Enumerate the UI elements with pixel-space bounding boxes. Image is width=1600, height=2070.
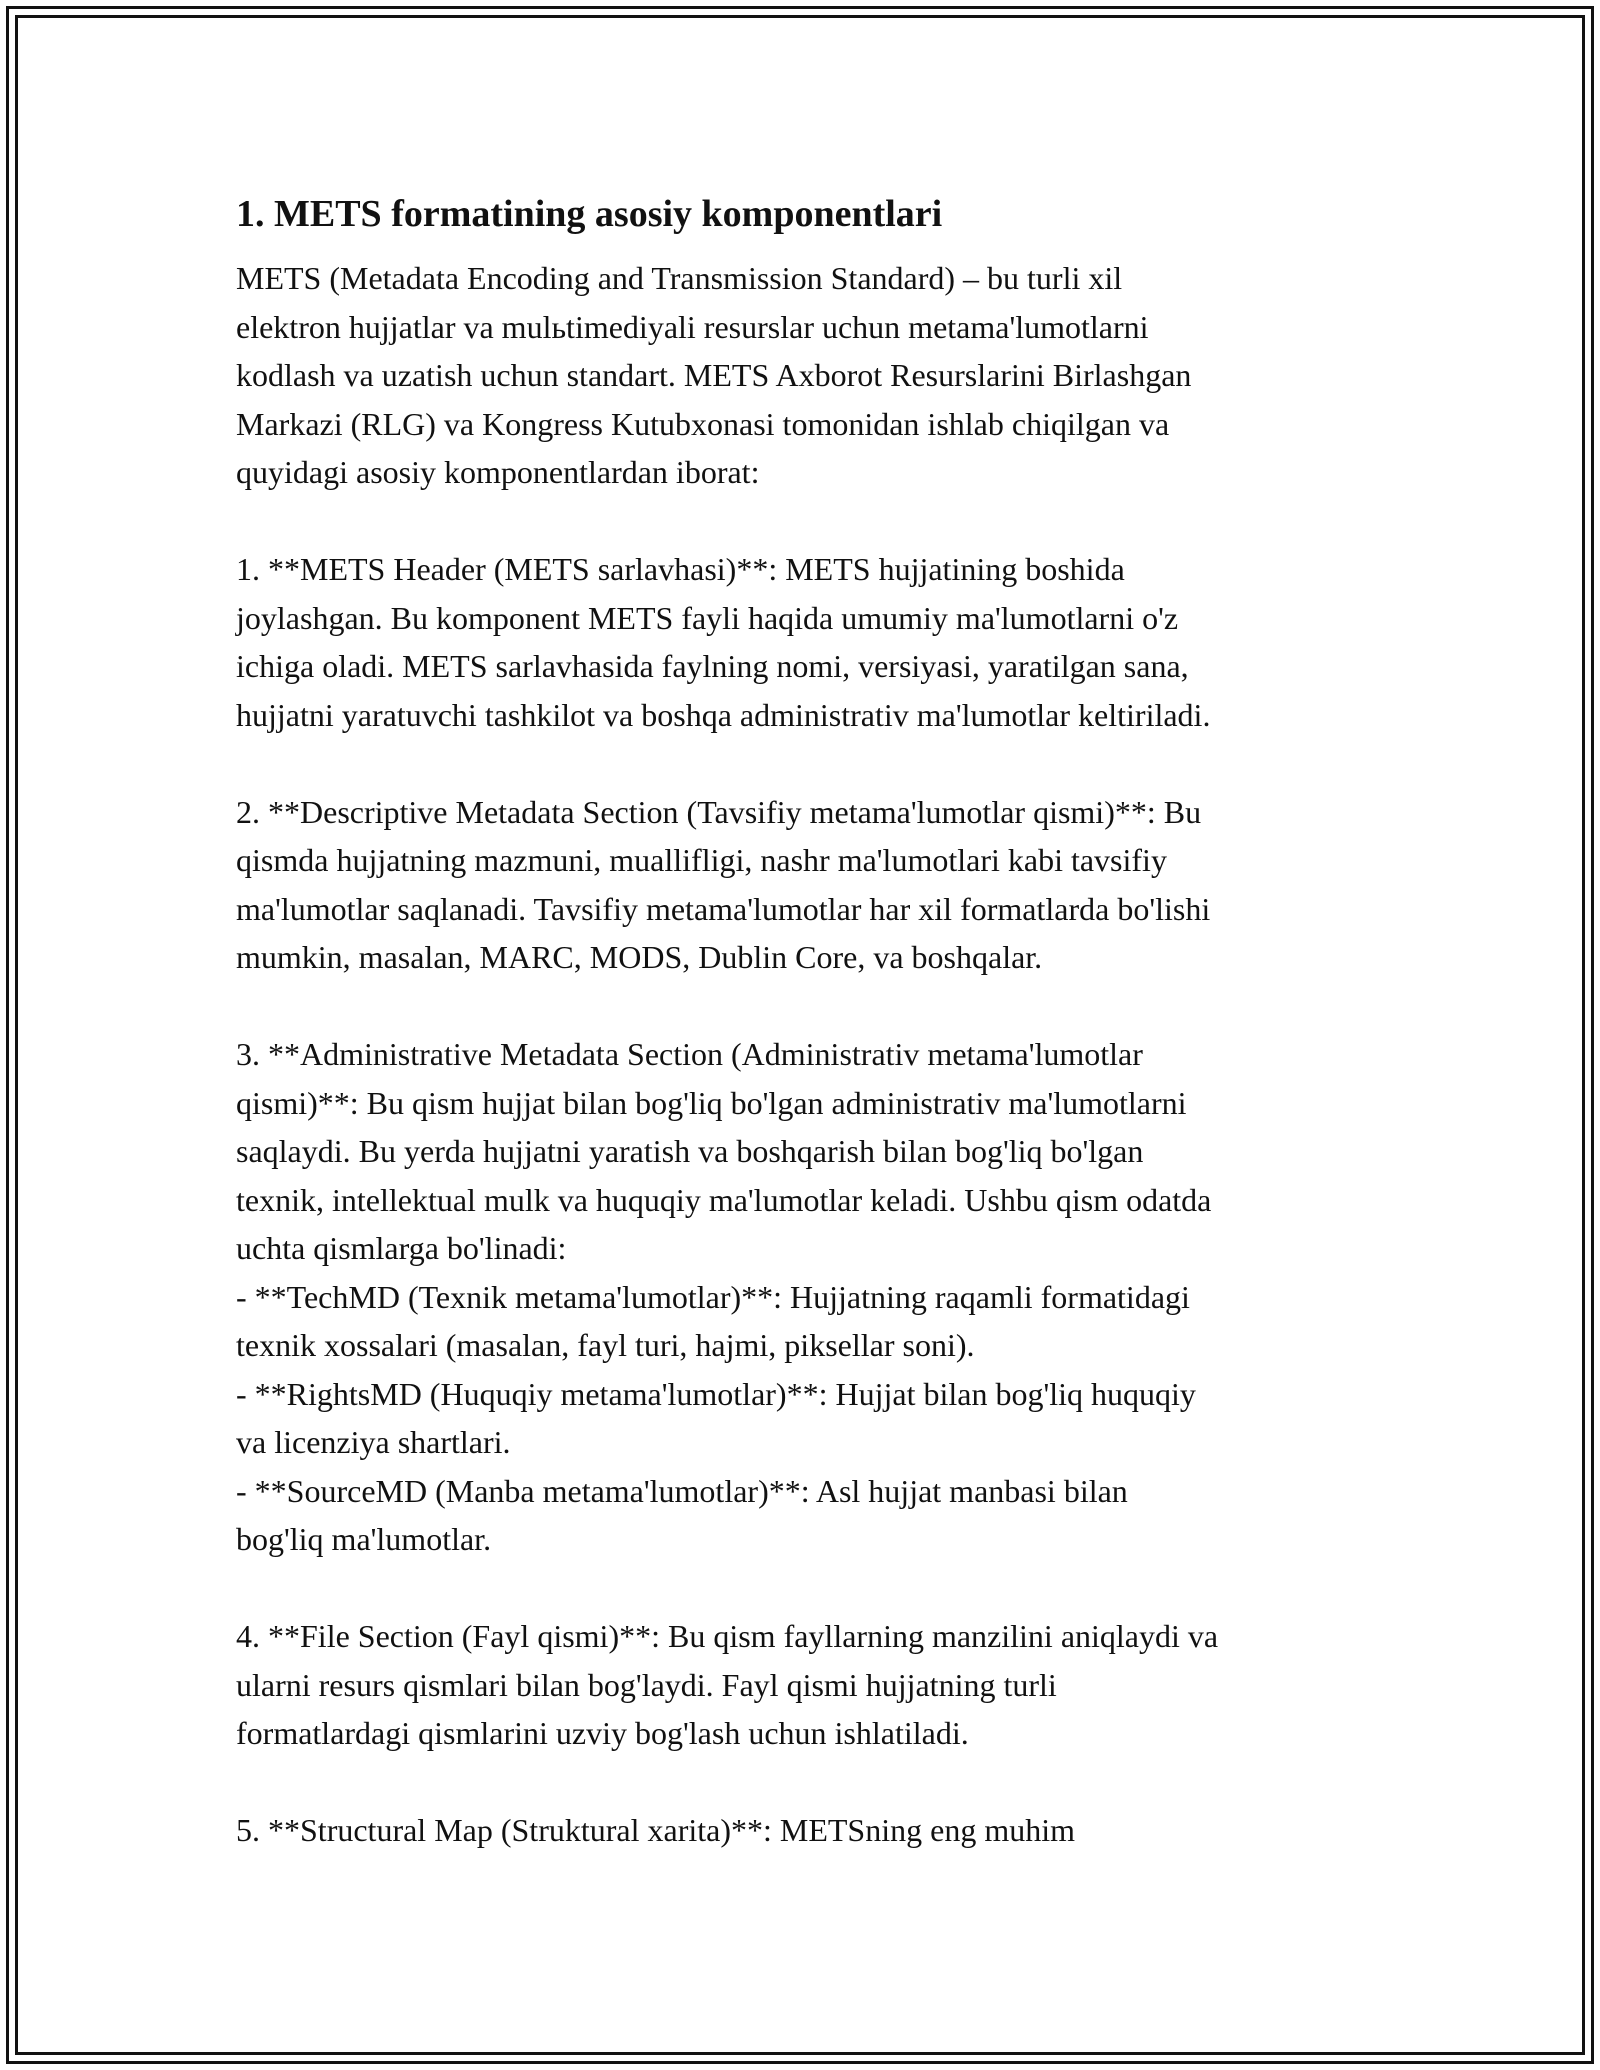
list-item-structural-map: 5. **Structural Map (Struktural xarita)**: METSning eng muhim (236, 1812, 1075, 1848)
list-item-mets-header: 1. **METS Header (METS sarlavhasi)**: METS hujjatining boshida joylashgan. Bu komponent METS fayli haqida umumiy ma'lumotlarni o'z ichiga oladi. METS sarlavhasida faylning nomi, versiyasi, yaratilgan sana, hujjatni yaratuvchi tashkilot va boshqa administrativ ma'lumotlar keltiriladi. (236, 551, 1211, 733)
section-heading: 1. METS formatining asosiy komponentlari (236, 193, 943, 235)
document-body (236, 186, 1376, 1855)
intro-paragraph: METS (Metadata Encoding and Transmission Standard) – bu turli xil elektron hujjatlar va mulьtimediyali resurslar uchun metama'lumotlarni kodlash va uzatish uchun standart. METS Axborot Resurslarini Birlashgan Markazi (RLG) va Kongress Kutubxonasi tomonidan ishlab chiqilgan va quyidagi asosiy komponentlardan iborat: (236, 260, 1192, 490)
list-item-file-section: 4. **File Section (Fayl qismi)**: Bu qism fayllarning manzilini aniqlaydi va ularni resurs qismlari bilan bog'laydi. Fayl qismi hujjatning turli formatlardagi qismlarini uzviy bog'lash uchun ishlatiladi. (236, 1618, 1219, 1751)
list-item-administrative-metadata: 3. **Administrative Metadata Section (Administrativ metama'lumotlar qismi)**: Bu qism hujjat bilan bog'liq bo'lgan administrativ ma'lumotlarni saqlaydi. Bu yerda hujjatni yaratish va boshqarish bilan bog'liq bo'lgan texnik, intellektual mulk va huquqiy ma'lumotlar keladi. Ushbu qism odatda uchta qismlarga bo'linadi: - **TechMD (Texnik metama'lumotlar)**: Hujjatning raqamli formatidagi texnik xossalari (masalan, fayl turi, hajmi, piksellar soni). - **RightsMD (Huquqiy metama'lumotlar)**: Hujjat bilan bog'liq huquqiy va licenziya shartlari. - **SourceMD (Manba metama'lumotlar)**: Asl hujjat manbasi bilan bog'liq ma'lumotlar. (236, 1036, 1212, 1557)
list-item-descriptive-metadata: 2. **Descriptive Metadata Section (Tavsifiy metama'lumotlar qismi)**: Bu qismda hujjatning mazmuni, muallifligi, nashr ma'lumotlari kabi tavsifiy ma'lumotlar saqlanadi. Tavsifiy metama'lumotlar har xil formatlarda bo'lishi mumkin, masalan, MARC, MODS, Dublin Core, va boshqalar. (236, 793, 1211, 975)
